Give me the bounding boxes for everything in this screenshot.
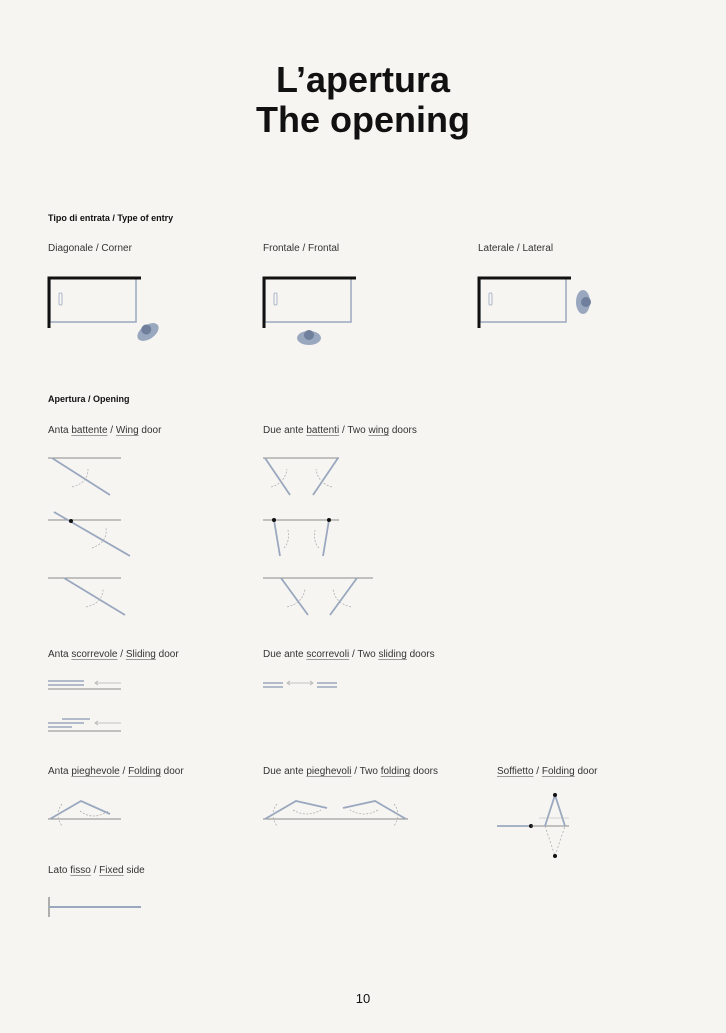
- person-icon: [576, 290, 591, 314]
- two-wing-doors-label: Due ante battenti / Two wing doors: [263, 425, 417, 436]
- soffietto-door-label: Soffietto / Folding door: [497, 766, 598, 777]
- page-title-italian: L’apertura: [275, 59, 451, 100]
- fixed-side-diagram: [48, 897, 148, 919]
- folding-door-diagram: [48, 796, 128, 832]
- person-icon: [134, 319, 162, 345]
- wing-door-diagram-3: [48, 575, 138, 620]
- two-wing-doors-diagram-3: [263, 575, 378, 620]
- soffietto-door-diagram: [497, 790, 577, 862]
- opening-section-heading: Apertura / Opening: [48, 394, 130, 404]
- wing-door-diagram-2: [48, 510, 138, 560]
- two-sliding-doors-diagram: [263, 678, 343, 692]
- sliding-door-diagram-1: [48, 678, 128, 692]
- sliding-door-label: Anta scorrevole / Sliding door: [48, 649, 179, 660]
- two-folding-doors-diagram: [263, 796, 413, 832]
- two-sliding-doors-label: Due ante scorrevoli / Two sliding doors: [263, 649, 435, 660]
- entry-section-heading: Tipo di entrata / Type of entry: [48, 213, 174, 223]
- lateral-entry-diagram: [475, 272, 605, 352]
- sliding-door-diagram-2: [48, 716, 128, 732]
- entry-frontal-label: Frontale / Frontal: [263, 243, 340, 254]
- wing-door-diagram-1: [48, 455, 128, 500]
- page-title-english: The opening: [256, 99, 470, 140]
- two-wing-doors-diagram-2: [263, 510, 343, 560]
- diagonal-entry-diagram: [45, 272, 165, 352]
- two-folding-doors-label: Due ante pieghevoli / Two folding doors: [263, 766, 438, 777]
- wing-door-label: Anta battente / Wing door: [48, 425, 162, 436]
- fixed-side-label: Lato fisso / Fixed side: [48, 865, 145, 876]
- entry-diagonal-label: Diagonale / Corner: [48, 243, 132, 254]
- page-number: 10: [355, 991, 371, 1006]
- person-icon: [297, 330, 321, 345]
- entry-lateral-label: Laterale / Lateral: [478, 243, 554, 254]
- frontal-entry-diagram: [260, 272, 380, 352]
- folding-door-label: Anta pieghevole / Folding door: [48, 766, 184, 777]
- two-wing-doors-diagram-1: [263, 455, 343, 500]
